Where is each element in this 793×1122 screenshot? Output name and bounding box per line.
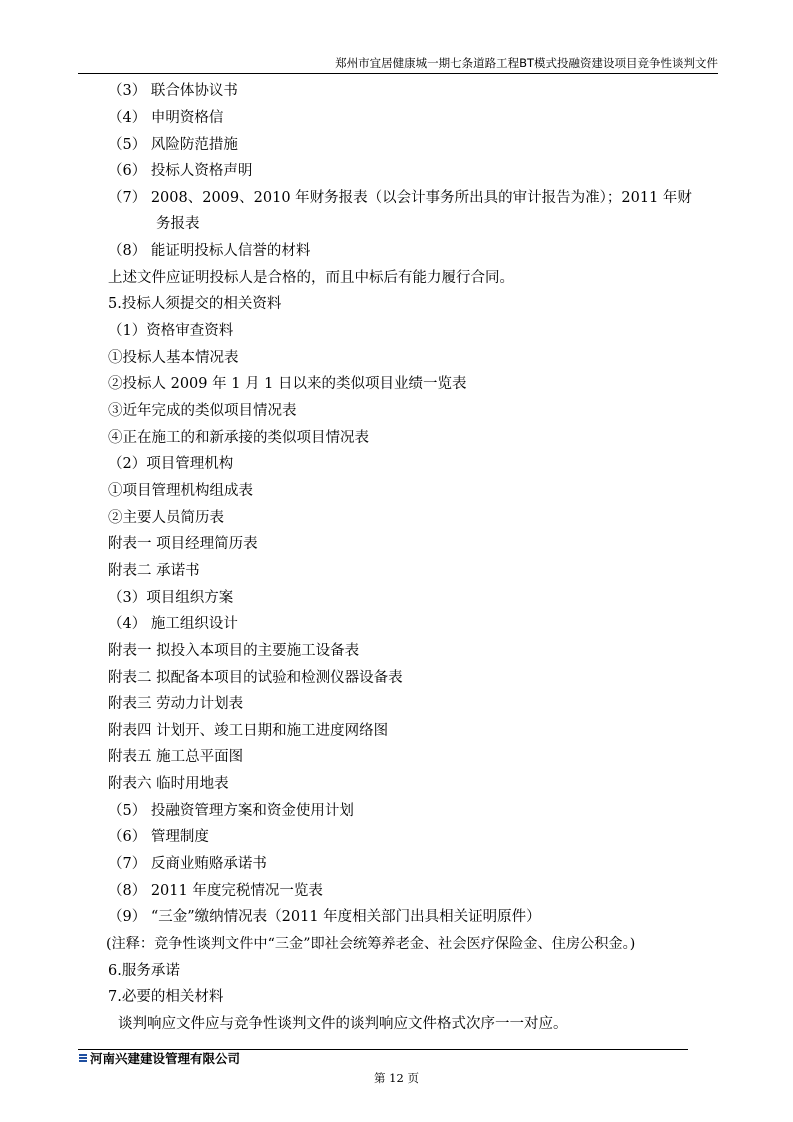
footer-company-name: 河南兴建建设管理有限公司 (90, 1051, 241, 1066)
list-item: （6） 管理制度 (108, 829, 209, 845)
list-item: 附表二 拟配备本项目的试验和检测仪器设备表 (108, 670, 403, 686)
list-item: 附表五 施工总平面图 (108, 749, 244, 765)
list-item: ①投标人基本情况表 (108, 350, 239, 366)
list-item: （8） 2011 年度完税情况一览表 (108, 883, 323, 899)
list-item: （4） 申明资格信 (108, 110, 224, 126)
list-item: 附表一 拟投入本项目的主要施工设备表 (108, 643, 360, 659)
company-logo-icon (78, 1052, 88, 1064)
footer-divider (78, 1049, 688, 1050)
list-item: ②主要人员简历表 (108, 510, 224, 526)
list-item: （9） “三金”缴纳情况表（2011 年度相关部门出具相关证明原件） (108, 909, 541, 925)
list-item: （8） 能证明投标人信誉的材料 (108, 243, 311, 259)
section-heading: 6.服务承诺 (108, 963, 180, 979)
list-item: ④正在施工的和新承接的类似项目情况表 (108, 430, 369, 446)
paragraph: 谈判响应文件应与竞争性谈判文件的谈判响应文件格式次序一一对应。 (118, 1016, 568, 1032)
list-item: （3） 联合体协议书 (108, 83, 238, 99)
list-item: 附表四 计划开、竣工日期和施工进度网络图 (108, 723, 389, 739)
list-item: 附表三 劳动力计划表 (108, 696, 244, 712)
list-item: 附表一 项目经理简历表 (108, 536, 258, 552)
subsection-heading: （4） 施工组织设计 (108, 616, 238, 632)
list-item: 附表六 临时用地表 (108, 776, 229, 792)
subsection-heading: （3）项目组织方案 (108, 590, 234, 606)
list-item: （7） 2008、2009、2010 年财务报表（以会计事务所出具的审计报告为准）；2011 年财 (108, 190, 692, 206)
header-title: 郑州市宜居健康城一期七条道路工程BT模式投融资建设项目竞争性谈判文件 (335, 56, 718, 70)
page-number: 第 12 页 (374, 1071, 419, 1085)
list-item: （5） 投融资管理方案和资金使用计划 (108, 803, 354, 819)
page-header (78, 55, 718, 74)
subsection-heading: （1）资格审查资料 (108, 323, 234, 339)
subsection-heading: （2）项目管理机构 (108, 456, 234, 472)
list-item: ②投标人 2009 年 1 月 1 日以来的类似项目业绩一览表 (108, 376, 467, 392)
section-heading: 7.必要的相关材料 (108, 989, 224, 1005)
paragraph: 上述文件应证明投标人是合格的，而且中标后有能力履行合同。 (108, 270, 514, 286)
section-heading: 5.投标人须提交的相关资料 (108, 296, 282, 312)
list-item: （5） 风险防范措施 (108, 137, 238, 153)
list-item: ①项目管理机构组成表 (108, 483, 253, 499)
list-item-continuation: 务报表 (156, 216, 200, 232)
list-item: 附表二 承诺书 (108, 563, 200, 579)
list-item: （7） 反商业贿赂承诺书 (108, 856, 267, 872)
list-item: ③近年完成的类似项目情况表 (108, 403, 297, 419)
note-paragraph: (注释：竞争性谈判文件中“三金”即社会统筹养老金、社会医疗保险金、住房公积金。) (106, 936, 636, 952)
list-item: （6） 投标人资格声明 (108, 163, 253, 179)
